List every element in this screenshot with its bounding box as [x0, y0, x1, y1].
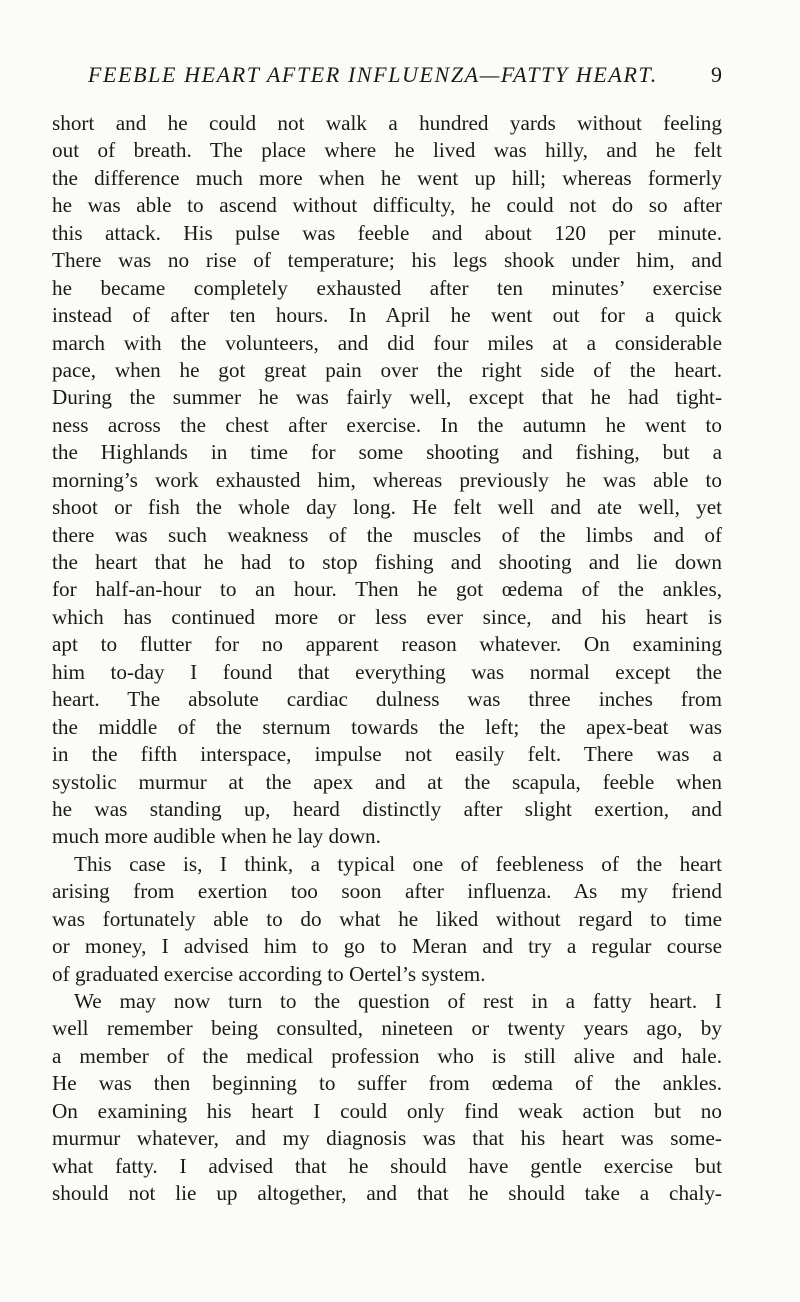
text-line: in the fifth interspace, impulse not easily felt. There was a [52, 742, 722, 767]
running-head [88, 62, 722, 92]
text-line: pace, when he got great pain over the right side of the heart. [52, 357, 722, 382]
text-line: this attack. His pulse was feeble and about 120 per minute. [52, 220, 722, 245]
text-line: the middle of the sternum towards the left; the apex-beat was [52, 714, 722, 739]
text-line: instead of after ten hours. In April he went out for a quick [52, 303, 722, 328]
text-line: the difference much more when he went up hill; whereas formerly [52, 165, 722, 190]
body-text [52, 110, 722, 1208]
text-line: of graduated exercise according to Oertel’s system. [52, 961, 486, 986]
text-line: what fatty. I advised that he should have gentle exercise but [52, 1153, 722, 1178]
text-line: ness across the chest after exercise. In the autumn he went to [52, 412, 722, 437]
text-line: He was then beginning to suffer from œdema of the ankles. [52, 1071, 722, 1096]
text-line: he was standing up, heard distinctly after slight exertion, and [52, 796, 722, 821]
text-line: On examining his heart I could only find weak action but no [52, 1098, 722, 1123]
text-line: which has continued more or less ever since, and his heart is [52, 604, 722, 629]
text-line: a member of the medical profession who is still alive and hale. [52, 1043, 722, 1068]
text-line: short and he could not walk a hundred yards without feeling [52, 111, 722, 135]
running-title: FEEBLE HEART AFTER INFLUENZA—FATTY HEART. [88, 62, 658, 87]
text-line: march with the volunteers, and did four miles at a considerable [52, 330, 722, 355]
page-number: 9 [711, 62, 722, 87]
text-line: for half-an-hour to an hour. Then he got œdema of the ankles, [52, 577, 722, 602]
text-line: out of breath. The place where he lived was hilly, and he felt [52, 138, 722, 163]
text-line: murmur whatever, and my diagnosis was that his heart was some- [52, 1126, 722, 1151]
text-line: well remember being consulted, nineteen or twenty years ago, by [52, 1016, 722, 1041]
text-line: should not lie up altogether, and that he should take a chaly- [52, 1181, 722, 1206]
text-line: the heart that he had to stop fishing and shooting and lie down [52, 550, 722, 574]
text-line: This case is, I think, a typical one of feebleness of the heart [74, 851, 722, 876]
text-line: heart. The absolute cardiac dulness was three inches from [52, 687, 722, 712]
text-line: much more audible when he lay down. [52, 824, 381, 849]
text-line: or money, I advised him to go to Meran and try a regular course [52, 934, 722, 959]
text-line: apt to flutter for no apparent reason whatever. On examining [52, 632, 722, 657]
text-line: he became completely exhausted after ten minutes’ exercise [52, 275, 722, 300]
text-line: him to-day I found that everything was normal except the [52, 659, 722, 684]
text-line: shoot or fish the whole day long. He felt well and ate well, yet [52, 495, 722, 520]
text-line: the Highlands in time for some shooting and fishing, but a [52, 440, 722, 465]
text-line: During the summer he was fairly well, except that he had tight- [52, 385, 722, 410]
text-line: We may now turn to the question of rest in a fatty heart. I [74, 989, 722, 1013]
text-line: he was able to ascend without difficulty, he could not do so after [52, 193, 722, 218]
text-line: arising from exertion too soon after influenza. As my friend [52, 879, 722, 904]
text-line: was fortunately able to do what he liked without regard to time [52, 906, 722, 931]
text-line: There was no rise of temperature; his legs shook under him, and [52, 248, 722, 273]
text-line: there was such weakness of the muscles of the limbs and of [52, 522, 722, 547]
text-line: morning’s work exhausted him, whereas previously he was able to [52, 467, 722, 492]
text-line: systolic murmur at the apex and at the scapula, feeble when [52, 769, 722, 794]
